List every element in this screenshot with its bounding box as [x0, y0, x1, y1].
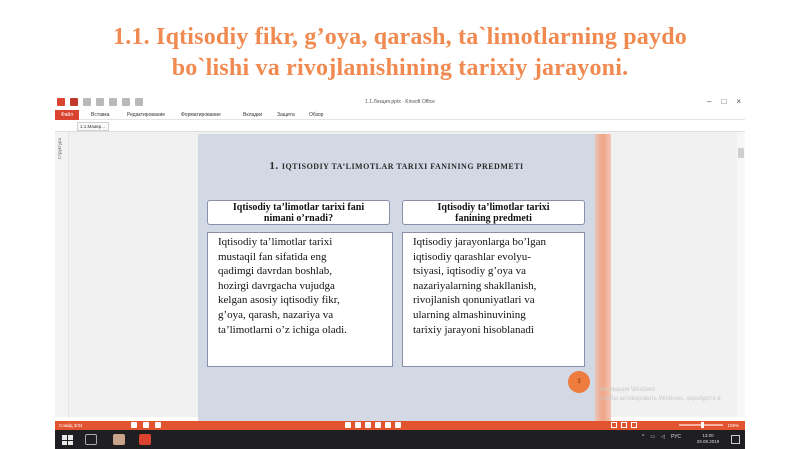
menu-bar — [55, 110, 745, 120]
next-slide-icon[interactable] — [375, 422, 381, 428]
left-body-line: hozirgi davrgacha vujudga — [218, 279, 335, 292]
left-header-box — [207, 200, 390, 225]
windows-start-icon[interactable] — [62, 435, 73, 445]
notification-icon[interactable] — [731, 435, 740, 444]
office-app-icon[interactable] — [139, 434, 151, 445]
left-body-line: mustaqil fan sifatida eng — [218, 250, 327, 263]
menu-file[interactable]: Файл — [55, 110, 79, 120]
taskbar — [55, 430, 745, 449]
notes-icon[interactable] — [143, 422, 149, 428]
slide-decor-stripe — [595, 134, 611, 421]
slide-heading-number: 1. — [269, 160, 279, 172]
right-body-line: tsiyasi, iqtisodiy g’oya va — [413, 265, 527, 278]
document-tab[interactable]: 1.1.Маавр... — [77, 122, 109, 131]
close-icon[interactable]: × — [736, 97, 741, 106]
view-buttons — [611, 422, 637, 428]
activation-watermark — [600, 386, 721, 404]
slideshow-icon[interactable] — [395, 422, 401, 428]
reading-view-icon[interactable] — [631, 422, 637, 428]
window-controls — [707, 97, 741, 106]
last-slide-icon[interactable] — [385, 422, 391, 428]
system-tray — [642, 434, 681, 440]
left-body-line: qadimgi davrdan boshlab, — [218, 265, 332, 278]
sorter-view-icon[interactable] — [621, 422, 627, 428]
first-slide-icon[interactable] — [345, 422, 351, 428]
page-heading — [0, 22, 800, 84]
left-header-line1: Iqtisodiy ta’limotlar tarixi fani — [232, 202, 365, 213]
menu-review[interactable]: Обзор — [309, 112, 324, 118]
zoom-slider-knob[interactable] — [701, 422, 704, 428]
menu-edit[interactable]: Редактирование — [127, 112, 166, 118]
spellcheck-icon[interactable] — [131, 422, 137, 428]
right-body-line: ularning almashinuvining — [413, 308, 526, 321]
left-header-line2: nimani o’rnadi? — [263, 213, 334, 224]
left-body-line: ta’limotlarni o’z ichiga oladi. — [218, 323, 347, 336]
vertical-scrollbar[interactable] — [737, 132, 745, 417]
slide-heading-text: IQTISODIY TA’LIMOTLAR TARIXI FANINING PREDMETI — [281, 162, 524, 171]
clock-time: 13:00 — [702, 433, 714, 438]
clock[interactable] — [693, 433, 723, 445]
status-bar — [55, 421, 745, 430]
right-body-line: iqtisodiy qarashlar evolyu- — [413, 250, 531, 263]
normal-view-icon[interactable] — [611, 422, 617, 428]
right-header-box — [402, 200, 585, 225]
document-tab-bar — [55, 120, 745, 132]
play-icon[interactable] — [365, 422, 371, 428]
menu-insert[interactable]: Вставка — [91, 112, 110, 118]
window-title: 1.1.Лекция.pptx · Kinsoft Office — [365, 99, 435, 105]
task-view-icon[interactable] — [85, 434, 97, 445]
left-body-line: kelgan asosiy iqtisodiy fikr, — [218, 294, 340, 307]
menu-protect[interactable]: Защита — [277, 112, 295, 118]
left-body-line: Iqtisodiy ta’limotlar tarixi — [218, 236, 333, 248]
slide-page-number: 3 — [568, 371, 590, 393]
slide-heading — [198, 160, 595, 172]
language-indicator[interactable]: РУС — [670, 434, 681, 440]
menu-tabs[interactable]: Вкладки — [243, 112, 263, 118]
right-body-line: rivojlanish qonuniyatlari va — [413, 294, 535, 307]
right-body-line: Iqtisodiy jarayonlarga bo’lgan — [413, 236, 546, 248]
playback-controls — [345, 422, 401, 428]
window-titlebar — [55, 96, 745, 110]
comment-icon[interactable] — [155, 422, 161, 428]
right-body-line: tarixiy jarayoni hisoblanadi — [413, 323, 534, 336]
page-heading-line1: 1.1. Iqtisodiy fikr, g’oya, qarash, ta`limotlarning paydo — [113, 24, 687, 50]
left-body-box — [207, 232, 393, 367]
page-heading-line2: bo`lishi va rivojlanishining tarixiy jarayoni. — [171, 55, 629, 81]
outline-panel[interactable] — [55, 132, 69, 417]
scrollbar-thumb[interactable] — [738, 148, 744, 158]
zoom-level[interactable]: 106% — [727, 423, 739, 428]
slide[interactable] — [198, 134, 611, 421]
right-body-line: nazariyalarning shakllanish, — [413, 279, 537, 292]
prev-slide-icon[interactable] — [355, 422, 361, 428]
chevron-up-icon[interactable]: ^ — [642, 434, 645, 440]
minimize-icon[interactable]: – — [707, 97, 712, 106]
left-body-line: g’oya, qarash, nazariya va — [218, 308, 334, 321]
status-tools — [131, 422, 161, 428]
right-body-box — [402, 232, 585, 367]
slide-counter: Слайд 3/34 — [59, 423, 83, 428]
watermark-line2: Чтобы активировать Windows, перейдите в — [600, 396, 721, 402]
right-header-line1: Iqtisodiy ta’limotlar tarixi — [437, 202, 550, 213]
network-icon[interactable]: ▭ — [650, 434, 656, 440]
watermark-line1: Активация Windows — [600, 387, 656, 393]
menu-format[interactable]: Форматирование — [181, 112, 221, 118]
file-explorer-icon[interactable] — [113, 434, 125, 445]
volume-icon[interactable]: ◁ — [661, 434, 665, 440]
clock-date: 29.08.2019 — [696, 439, 720, 444]
outline-panel-label: Структура — [57, 138, 62, 160]
maximize-icon[interactable]: □ — [721, 97, 727, 106]
right-header-line2: fanining predmeti — [455, 213, 532, 224]
